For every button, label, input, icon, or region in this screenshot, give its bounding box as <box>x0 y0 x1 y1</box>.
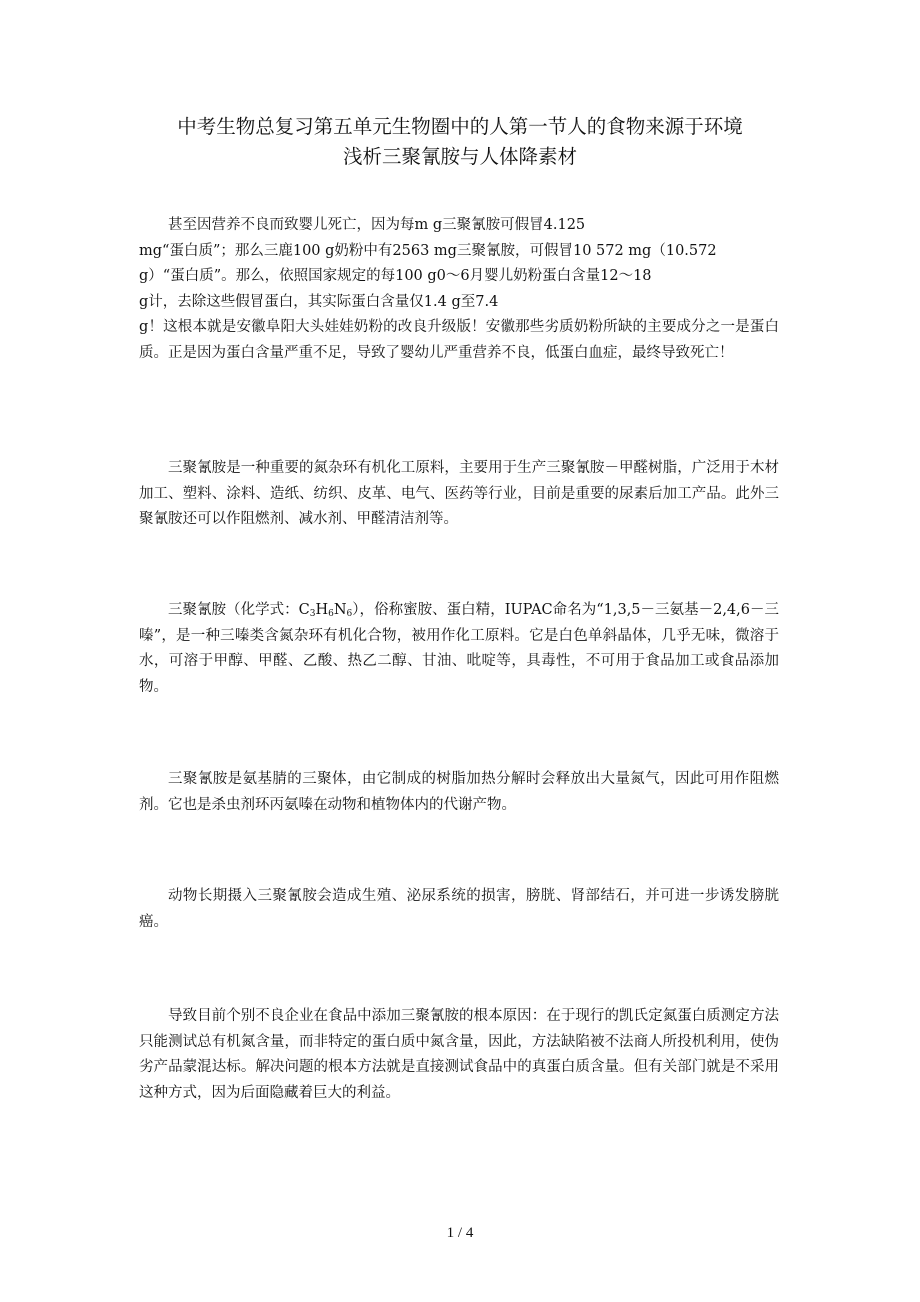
title-line-2: 浅析三聚氰胺与人体降素材 <box>342 145 577 168</box>
formula-h: H <box>315 602 329 618</box>
paragraph-1-line-4: g计，去除这些假冒蛋白，其实际蛋白含量仅1.4 g至7.4 <box>139 293 499 310</box>
paragraph-6: 导致目前个别不良企业在食品中添加三聚氰胺的根本原因：在于现行的凯氏定氮蛋白质测定方法只能测试总有机氮含量，而非特定的蛋白质中氮含量，因此，方法缺陷被不法商人所投机利用，使伪劣产品蒙混达标。解决问题的根本方法就是直接测试食品中的真蛋白质含量。但有关部门就是不采用这种方式，因为后面隐藏着巨大的利益。 <box>139 1008 779 1101</box>
paragraph-2: 三聚氰胺是一种重要的氮杂环有机化工原料，主要用于生产三聚氰胺－甲醛树脂，广泛用于木材加工、塑料、涂料、造纸、纺织、皮革、电气、医药等行业，目前是重要的尿素后加工产品。此外三聚氰胺还可以作阻燃剂、减水剂、甲醛清洁剂等。 <box>139 460 779 527</box>
title-line-1: 中考生物总复习第五单元生物圈中的人第一节人的食物来源于环境 <box>177 115 743 138</box>
paragraph-3-text-rest: ），俗称蜜胺、蛋白精，IUPAC命名为“1,3,5－三氨基－2,4,6－三嗪”，是一种三嗪类含氮杂环有机化合物，被用作化工原料。它是白色单斜晶体，几乎无味，微溶于水，可溶于甲醇、甲醛、乙酸、热乙二醇、甘油、吡啶等，具毒性，不可用于食品加工或食品添加物。 <box>139 602 779 695</box>
paragraph-5: 动物长期摄入三聚氰胺会造成生殖、泌尿系统的损害，膀胱、肾部结石，并可进一步诱发膀胱癌。 <box>139 888 779 930</box>
paragraph-1-line-1: 甚至因营养不良而致婴儿死亡，因为每m g三聚氰胺可假冒4.125 <box>168 217 586 233</box>
paragraph-1 <box>139 213 779 366</box>
paragraph-1-line-2: mg“蛋白质”；那么三鹿100 g奶粉中有2563 mg三聚氰胺，可假冒10 572 mg（10.572 <box>139 242 717 259</box>
formula-subscript-h: 6 <box>328 609 334 619</box>
formula-n: N <box>333 602 347 618</box>
paragraph-3 <box>139 598 779 700</box>
formula-subscript-c: 3 <box>309 609 316 619</box>
paragraph-1-tail: g！这根本就是安徽阜阳大头娃娃奶粉的改良升级版！安徽那些劣质奶粉所缺的主要成分之一是蛋白质。正是因为蛋白含量严重不足，导致了婴幼儿严重营养不良，低蛋白血症，最终导致死亡！ <box>139 319 779 361</box>
paragraph-3-text-start: 三聚氰胺（化学式：C <box>168 602 310 618</box>
page-number: 1 / 4 <box>446 1225 474 1241</box>
formula-subscript-n: 6 <box>346 609 353 619</box>
paragraph-4: 三聚氰胺是氨基腈的三聚体，由它制成的树脂加热分解时会释放出大量氮气，因此可用作阻燃剂。它也是杀虫剂环丙氨嗪在动物和植物体内的代谢产物。 <box>139 771 779 813</box>
document-title <box>120 112 800 172</box>
paragraph-1-line-3: g）“蛋白质”。那么，依照国家规定的每100 g0～6月婴儿奶粉蛋白含量12～18 <box>139 268 652 284</box>
